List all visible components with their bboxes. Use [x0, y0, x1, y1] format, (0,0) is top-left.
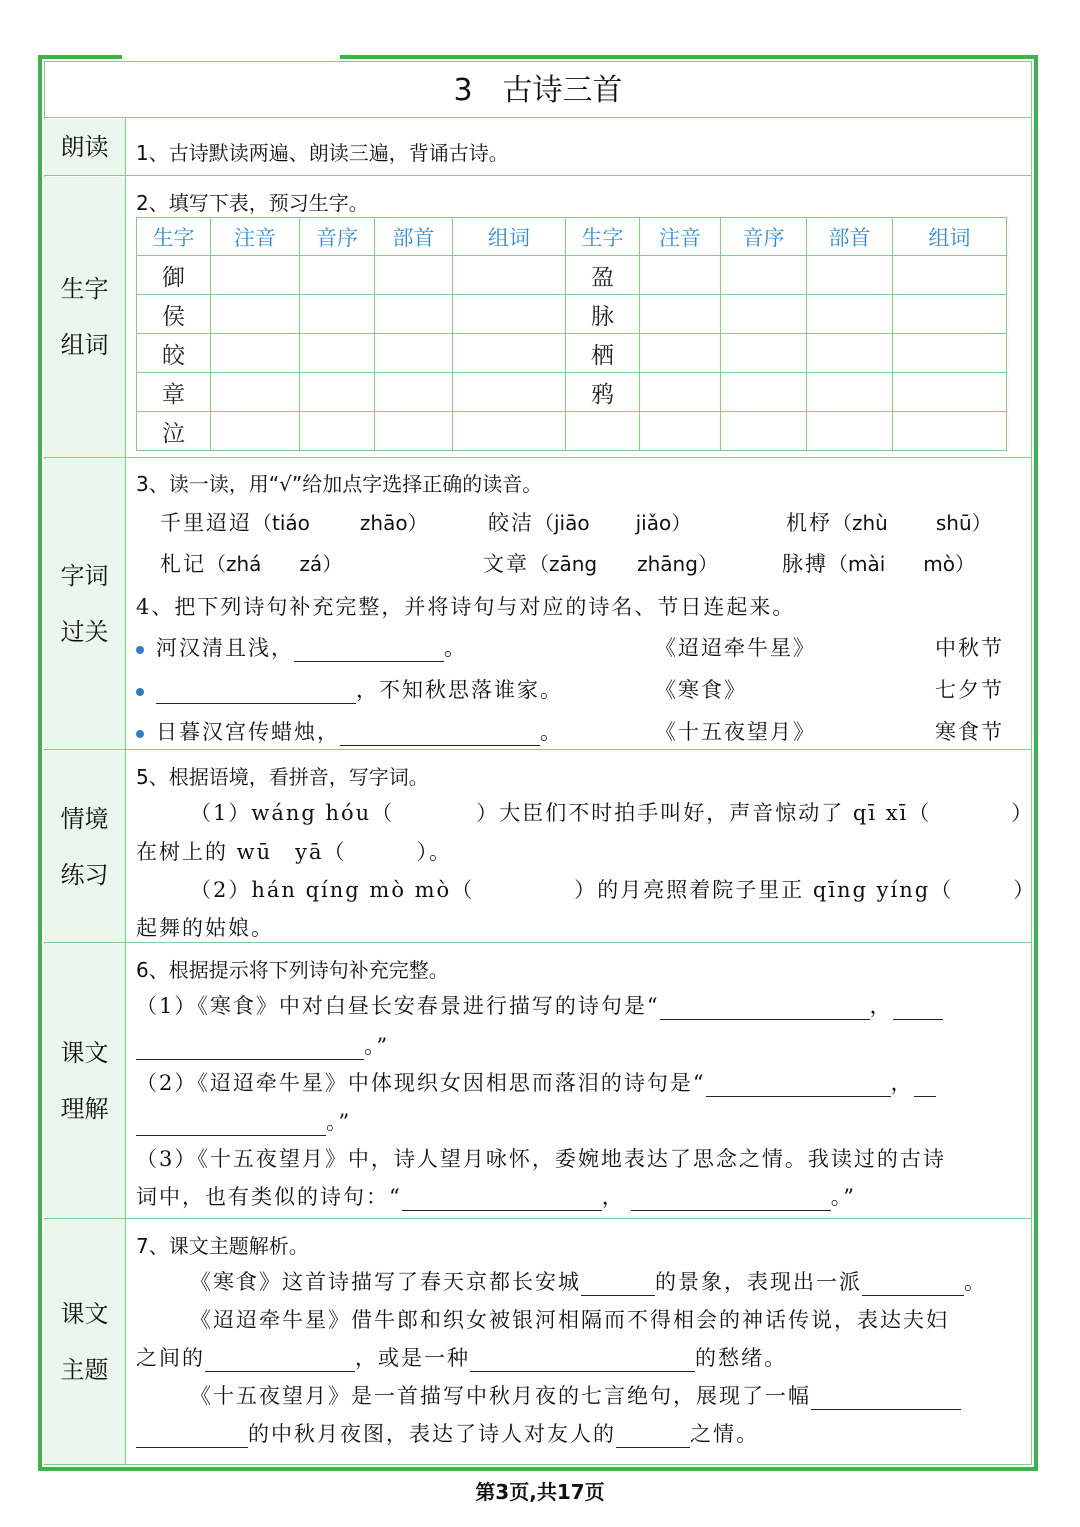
label-line: 主题: [60, 1356, 109, 1384]
text-seg: 。”: [326, 1110, 352, 1134]
header-cell: 组词: [893, 218, 1007, 256]
label-line: 课文: [60, 1039, 109, 1067]
line-pre: 日暮汉宫传蜡烛，: [156, 720, 340, 744]
answer-cell[interactable]: [807, 295, 893, 334]
header-cell: 组词: [453, 218, 566, 256]
char-cell: 泣: [137, 412, 211, 451]
section-label-shengzi: [44, 177, 125, 457]
fill-blank[interactable]: [205, 1349, 355, 1372]
table-row: [137, 334, 1007, 373]
prompt-line: （3）《十五夜望月》中，诗人望月咏怀，委婉地表达了思念之情。我读过的古诗: [136, 1147, 946, 1171]
answer-cell[interactable]: [375, 373, 453, 412]
answer-cell[interactable]: [211, 256, 300, 295]
answer-cell[interactable]: [375, 412, 453, 451]
poem-title: 《十五夜望月》: [655, 720, 816, 744]
answer-cell[interactable]: [807, 373, 893, 412]
question-1: 1、古诗默读两遍、朗读三遍，背诵古诗。: [136, 141, 509, 165]
label-line: 课文: [60, 1300, 109, 1328]
reading-word: 皎洁: [488, 511, 534, 535]
char-cell: 脉: [566, 295, 640, 334]
text-seg: ，: [890, 1071, 914, 1095]
text-seg: 。”: [830, 1185, 856, 1209]
header-cell: 音序: [721, 218, 807, 256]
answer-cell[interactable]: [640, 373, 721, 412]
answer-cell[interactable]: [453, 334, 566, 373]
reading-word: 千里迢迢: [160, 511, 252, 535]
reading-option[interactable]: zhāo: [359, 511, 408, 535]
table-row: [137, 373, 1007, 412]
answer-cell[interactable]: [300, 295, 375, 334]
reading-item: 文章（zāng zhāng）: [483, 552, 718, 576]
label-line: 生字: [60, 275, 109, 303]
context-line: 起舞的姑娘。: [136, 916, 274, 940]
char-cell: 章: [137, 373, 211, 412]
answer-cell[interactable]: [453, 256, 566, 295]
line-post: 。: [444, 636, 467, 660]
fill-blank[interactable]: [893, 997, 943, 1020]
fill-blank[interactable]: [136, 1037, 364, 1060]
reading-option[interactable]: mài: [848, 552, 886, 576]
reading-option[interactable]: zāng: [549, 552, 598, 576]
header-cell: 生字: [137, 218, 211, 256]
label-line: 组词: [60, 331, 109, 359]
theme-line: [136, 1418, 759, 1448]
reading-option[interactable]: zhù: [852, 511, 888, 535]
answer-cell[interactable]: [807, 412, 893, 451]
divider: [44, 942, 1032, 943]
reading-option[interactable]: zhāng: [637, 552, 698, 576]
context-line: [190, 797, 1034, 827]
reading-item: 机杼（zhù shū）: [786, 511, 992, 535]
answer-cell[interactable]: [211, 334, 300, 373]
festival-name: 七夕节: [935, 678, 1004, 702]
fill-blank[interactable]: [156, 681, 356, 704]
text-seg: ，: [601, 1185, 625, 1209]
text-seg: ）的月亮照着院子里正 qīng yíng（: [574, 878, 954, 902]
header-cell: 部首: [375, 218, 453, 256]
section-label-langdu: [44, 119, 125, 175]
answer-cell[interactable]: [807, 256, 893, 295]
fill-blank[interactable]: [914, 1074, 936, 1097]
poem-title: 《迢迢牵牛星》: [655, 636, 816, 660]
answer-cell[interactable]: [893, 412, 1007, 451]
context-line: [190, 874, 1036, 904]
text-seg: ）: [1013, 878, 1037, 902]
divider: [44, 117, 1032, 118]
fill-blank[interactable]: [294, 639, 444, 662]
answer-cell[interactable]: [807, 334, 893, 373]
answer-cell[interactable]: [300, 412, 375, 451]
text-seg: ）。: [416, 840, 453, 864]
reading-item: 脉搏（mài mò）: [782, 552, 976, 576]
prompt-line: [136, 1067, 936, 1097]
divider: [44, 749, 1032, 750]
text-seg: 之情。: [690, 1422, 759, 1446]
theme-line: [190, 1380, 961, 1410]
text-seg: 《寒食》这首诗描写了春天京都长安城: [190, 1270, 581, 1294]
answer-cell[interactable]: [211, 295, 300, 334]
theme-line: [190, 1266, 987, 1296]
answer-cell[interactable]: [640, 334, 721, 373]
question-6: 6、根据提示将下列诗句补充完整。: [136, 958, 449, 982]
char-cell: 栖: [566, 334, 640, 373]
label-line: 练习: [60, 860, 109, 889]
label-line: 字词: [60, 562, 109, 590]
fill-blank[interactable]: [811, 1387, 961, 1410]
table-row: [137, 256, 1007, 295]
question-2: 2、填写下表，预习生字。: [136, 191, 369, 215]
answer-cell[interactable]: [211, 373, 300, 412]
answer-cell[interactable]: [453, 412, 566, 451]
char-cell: 鸦: [566, 373, 640, 412]
prompt-line: [136, 1181, 856, 1211]
divider: [44, 457, 1032, 458]
text-seg: （1）wáng hóu（: [190, 801, 395, 825]
char-cell: [566, 412, 640, 451]
answer-cell[interactable]: [300, 334, 375, 373]
header-cell: 注音: [211, 218, 300, 256]
char-cell: 盈: [566, 256, 640, 295]
fill-blank[interactable]: [136, 1425, 248, 1448]
answer-cell[interactable]: [300, 373, 375, 412]
answer-cell[interactable]: [721, 256, 807, 295]
answer-cell[interactable]: [893, 256, 1007, 295]
text-seg: ，或是一种: [355, 1346, 470, 1370]
context-line: [136, 836, 452, 866]
prompt-line: [136, 1030, 389, 1060]
header-cell: 部首: [807, 218, 893, 256]
table-header-row: [137, 218, 1007, 256]
question-7: 7、课文主题解析。: [136, 1234, 309, 1258]
text-seg: ）大臣们不时拍手叫好，声音惊动了 qī xī（: [476, 801, 932, 825]
poem-line: [136, 632, 467, 662]
fill-blank[interactable]: [470, 1349, 695, 1372]
festival-name: 中秋节: [935, 636, 1004, 660]
answer-cell[interactable]: [721, 412, 807, 451]
table-row: [137, 295, 1007, 334]
poem-title: 《寒食》: [655, 678, 747, 702]
table-row: [137, 412, 1007, 451]
reading-option[interactable]: shū: [935, 511, 972, 535]
fill-blank[interactable]: [616, 1425, 690, 1448]
char-cell: 侯: [137, 295, 211, 334]
theme-line: [136, 1342, 787, 1372]
text-seg: （1）《寒食》中对白昼长安春景进行描写的诗句是“: [136, 994, 660, 1018]
page-title: 3 古诗三首: [453, 73, 623, 108]
line-pre: 河汉清且浅，: [156, 636, 294, 660]
text-seg: 在树上的 wū yā（: [136, 840, 347, 864]
char-cell: 皎: [137, 334, 211, 373]
answer-cell[interactable]: [721, 295, 807, 334]
answer-cell[interactable]: [640, 295, 721, 334]
fill-blank[interactable]: [631, 1188, 831, 1211]
label-line: 理解: [60, 1095, 109, 1123]
answer-cell[interactable]: [640, 256, 721, 295]
reading-option[interactable]: tiáo: [272, 511, 310, 535]
answer-cell[interactable]: [640, 412, 721, 451]
fill-blank[interactable]: [706, 1074, 891, 1097]
label-line: 朗读: [60, 133, 109, 161]
bullet-icon: [136, 730, 144, 738]
label-line: 情境: [60, 804, 109, 833]
reading-option[interactable]: mò: [923, 552, 956, 576]
text-seg: （2）《迢迢牵牛星》中体现织女因相思而落泪的诗句是“: [136, 1071, 706, 1095]
answer-cell[interactable]: [375, 334, 453, 373]
bullet-icon: [136, 646, 144, 654]
header-cell: 注音: [640, 218, 721, 256]
reading-word: 机杼: [786, 511, 832, 535]
reading-option[interactable]: zhá: [226, 552, 262, 576]
section-label-qingjing: [44, 751, 125, 942]
character-table: [136, 217, 1007, 451]
label-line: 过关: [60, 618, 109, 646]
reading-option[interactable]: jiāo: [554, 511, 590, 535]
text-seg: 的愁绪。: [695, 1346, 787, 1370]
poem-line: [136, 716, 563, 746]
reading-item: 皎洁（jiāo jiǎo）: [488, 511, 692, 535]
reading-option[interactable]: zá: [299, 552, 323, 576]
answer-cell[interactable]: [211, 412, 300, 451]
question-3: 3、读一读，用“√”给加点字选择正确的读音。: [136, 472, 543, 496]
prompt-line: [136, 1106, 351, 1136]
answer-cell[interactable]: [375, 256, 453, 295]
fill-blank[interactable]: [581, 1273, 655, 1296]
page-footer: 第3页,共17页: [475, 1480, 605, 1504]
fill-blank[interactable]: [402, 1188, 602, 1211]
fill-blank[interactable]: [862, 1273, 964, 1296]
festival-name: 寒食节: [935, 720, 1004, 744]
question-5: 5、根据语境，看拼音，写字词。: [136, 765, 429, 789]
reading-word: 札记: [160, 552, 206, 576]
divider: [44, 175, 1032, 176]
poem-line: [136, 674, 563, 704]
fill-blank[interactable]: [340, 723, 540, 746]
answer-cell[interactable]: [893, 373, 1007, 412]
answer-cell[interactable]: [300, 256, 375, 295]
theme-line: 《迢迢牵牛星》借牛郎和织女被银河相隔而不得相会的神话传说，表达夫妇: [190, 1308, 949, 1332]
answer-cell[interactable]: [375, 295, 453, 334]
answer-cell[interactable]: [721, 334, 807, 373]
section-label-ciguo: [44, 459, 125, 749]
text-seg: 的景象，表现出一派: [655, 1270, 862, 1294]
answer-cell[interactable]: [893, 295, 1007, 334]
text-seg: ）: [1011, 801, 1035, 825]
line-post: 。: [540, 720, 563, 744]
section-label-kewen-lijie: [44, 944, 125, 1218]
answer-cell[interactable]: [721, 373, 807, 412]
header-cell: 生字: [566, 218, 640, 256]
fill-blank[interactable]: [660, 997, 870, 1020]
prompt-line: [136, 990, 943, 1020]
text-seg: （2）hán qíng mò mò（: [190, 878, 475, 902]
text-seg: 词中，也有类似的诗句：“: [136, 1185, 402, 1209]
fill-blank[interactable]: [136, 1113, 326, 1136]
section-label-kewen-zhuti: [44, 1220, 125, 1464]
text-seg: 。: [964, 1270, 987, 1294]
bullet-icon: [136, 688, 144, 696]
text-seg: 之间的: [136, 1346, 205, 1370]
reading-word: 文章: [483, 552, 529, 576]
question-4: 4、把下列诗句补充完整，并将诗句与对应的诗名、节日连起来。: [136, 595, 796, 619]
sidebar-divider: [125, 117, 126, 1465]
text-seg: 。”: [364, 1034, 390, 1058]
divider: [44, 1218, 1032, 1219]
answer-cell[interactable]: [893, 334, 1007, 373]
text-seg: ，: [869, 994, 893, 1018]
line-post: ，不知秋思落谁家。: [356, 678, 563, 702]
text-seg: 《十五夜望月》是一首描写中秋月夜的七言绝句，展现了一幅: [190, 1384, 811, 1408]
text-seg: 的中秋月夜图，表达了诗人对友人的: [248, 1422, 616, 1446]
reading-option[interactable]: jiǎo: [635, 511, 672, 535]
header-cell: 音序: [300, 218, 375, 256]
reading-word: 脉搏: [782, 552, 828, 576]
answer-cell[interactable]: [453, 295, 566, 334]
reading-item: 千里迢迢（tiáo zhāo）: [160, 511, 428, 535]
answer-cell[interactable]: [453, 373, 566, 412]
reading-item: 札记（zhá zá）: [160, 552, 343, 576]
char-cell: 御: [137, 256, 211, 295]
